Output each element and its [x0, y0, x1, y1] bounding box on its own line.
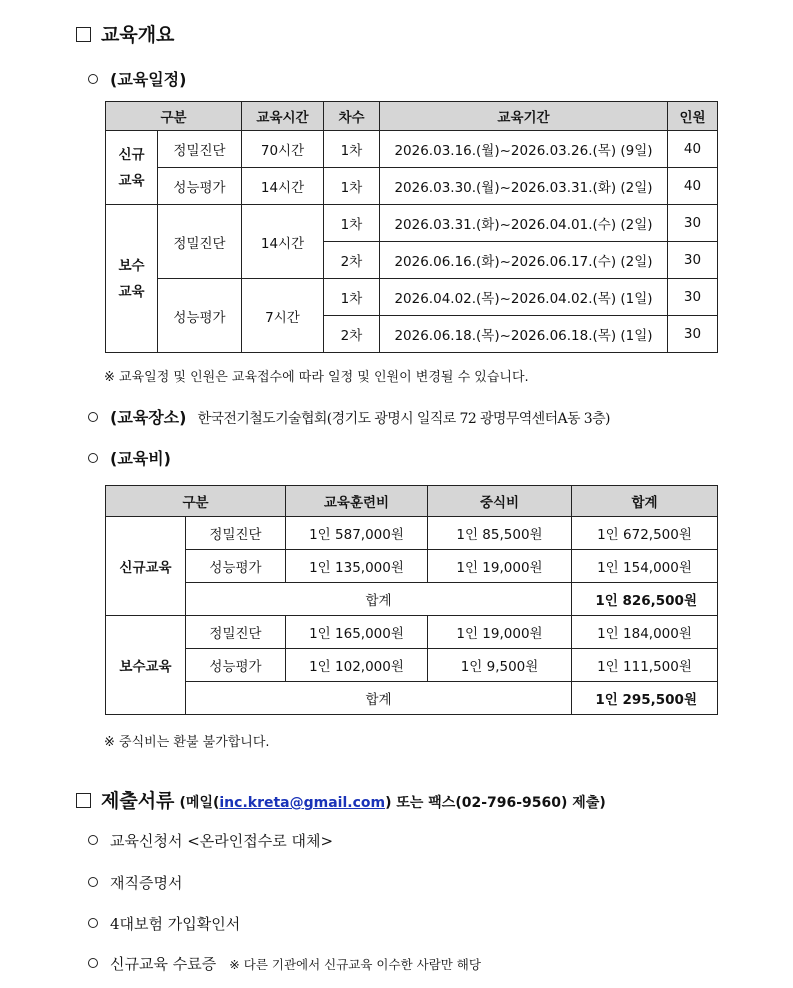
sum-label: 합계 — [186, 682, 572, 715]
training-cell: 1인 135,000원 — [286, 550, 428, 583]
checkbox-square-icon — [76, 793, 91, 808]
training-cell: 1인 587,000원 — [286, 517, 428, 550]
round-cell: 2차 — [324, 242, 380, 279]
checkbox-square-icon — [76, 27, 91, 42]
fee-table — [105, 485, 718, 715]
circle-bullet-icon — [88, 918, 98, 928]
header-training: 교육훈련비 — [286, 486, 428, 517]
fee-subtitle: (교육비) — [88, 446, 171, 469]
schedule-subtitle: (교육일정) — [88, 67, 186, 90]
table-row — [106, 550, 718, 583]
course-cell: 정밀진단 — [186, 517, 286, 550]
circle-bullet-icon — [88, 453, 98, 463]
venue-text: 한국전기철도기술협회(경기도 광명시 일직로 72 광명무역센터A동 3층) — [197, 411, 610, 427]
round-cell: 1차 — [324, 279, 380, 316]
circle-bullet-icon — [88, 74, 98, 84]
training-cell: 1인 165,000원 — [286, 616, 428, 649]
table-row — [106, 168, 718, 205]
section-documents-title: 제출서류 (메일(inc.kreta@gmail.com) 또는 팩스(02-796-9560) 제출) — [76, 786, 606, 813]
sum-value: 1인 826,500원 — [572, 583, 718, 616]
group-new: 신규교육 — [106, 517, 186, 616]
table-row — [106, 131, 718, 168]
header-total: 합계 — [572, 486, 718, 517]
table-row — [106, 279, 718, 316]
group-refresh: 보수교육 — [106, 616, 186, 715]
round-cell: 1차 — [324, 205, 380, 242]
table-row — [106, 649, 718, 682]
header-hours: 교육시간 — [242, 102, 324, 131]
period-cell: 2026.06.18.(목)~2026.06.18.(목) (1일) — [380, 316, 668, 353]
circle-bullet-icon — [88, 877, 98, 887]
course-cell: 성능평가 — [186, 550, 286, 583]
period-cell: 2026.06.16.(화)~2026.06.17.(수) (2일) — [380, 242, 668, 279]
hours-cell: 14시간 — [242, 168, 324, 205]
schedule-table — [105, 101, 718, 353]
fee-note: ※ 중식비는 환불 불가합니다. — [104, 735, 270, 750]
period-cell: 2026.03.16.(월)~2026.03.26.(목) (9일) — [380, 131, 668, 168]
total-cell: 1인 111,500원 — [572, 649, 718, 682]
header-lunch: 중식비 — [428, 486, 572, 517]
sum-label: 합계 — [186, 583, 572, 616]
section-overview-title: 교육개요 — [76, 20, 174, 47]
course-cell: 성능평가 — [186, 649, 286, 682]
hours-cell: 14시간 — [242, 205, 324, 279]
people-cell: 30 — [668, 316, 718, 353]
table-row — [106, 616, 718, 649]
total-cell: 1인 154,000원 — [572, 550, 718, 583]
period-cell: 2026.03.31.(화)~2026.04.01.(수) (2일) — [380, 205, 668, 242]
group-refresh: 보수 교육 — [106, 205, 158, 353]
round-cell: 1차 — [324, 168, 380, 205]
people-cell: 40 — [668, 131, 718, 168]
email-link[interactable]: inc.kreta@gmail.com — [219, 795, 386, 811]
header-period: 교육기간 — [380, 102, 668, 131]
total-cell: 1인 672,500원 — [572, 517, 718, 550]
list-item: 신규교육 수료증 ※ 다른 기관에서 신규교육 이수한 사람만 해당 — [88, 953, 481, 974]
last-item-note: ※ 다른 기관에서 신규교육 이수한 사람만 해당 — [229, 957, 481, 972]
circle-bullet-icon — [88, 835, 98, 845]
lunch-cell: 1인 85,500원 — [428, 517, 572, 550]
course-cell: 성능평가 — [158, 168, 242, 205]
list-item: 재직증명서 — [88, 872, 182, 893]
round-cell: 2차 — [324, 316, 380, 353]
lunch-cell: 1인 19,000원 — [428, 550, 572, 583]
venue-line — [88, 405, 610, 428]
schedule-note: ※ 교육일정 및 인원은 교육접수에 따라 일정 및 인원이 변경될 수 있습니다. — [104, 370, 529, 385]
round-cell: 1차 — [324, 131, 380, 168]
period-cell: 2026.03.30.(월)~2026.03.31.(화) (2일) — [380, 168, 668, 205]
total-cell: 1인 184,000원 — [572, 616, 718, 649]
list-item: 4대보험 가입확인서 — [88, 913, 240, 934]
circle-bullet-icon — [88, 412, 98, 422]
people-cell: 30 — [668, 205, 718, 242]
table-row — [106, 682, 718, 715]
header-people: 인원 — [668, 102, 718, 131]
course-cell: 정밀진단 — [186, 616, 286, 649]
people-cell: 40 — [668, 168, 718, 205]
lunch-cell: 1인 9,500원 — [428, 649, 572, 682]
training-cell: 1인 102,000원 — [286, 649, 428, 682]
period-cell: 2026.04.02.(목)~2026.04.02.(목) (1일) — [380, 279, 668, 316]
documents-subtitle: (메일(inc.kreta@gmail.com) 또는 팩스(02-796-9560) 제출) — [179, 795, 606, 811]
table-row — [106, 583, 718, 616]
table-row — [106, 517, 718, 550]
course-cell: 정밀진단 — [158, 205, 242, 279]
header-round: 차수 — [324, 102, 380, 131]
header-category: 구분 — [106, 102, 242, 131]
hours-cell: 7시간 — [242, 279, 324, 353]
table-row — [106, 205, 718, 242]
lunch-cell: 1인 19,000원 — [428, 616, 572, 649]
header-category: 구분 — [106, 486, 286, 517]
people-cell: 30 — [668, 279, 718, 316]
hours-cell: 70시간 — [242, 131, 324, 168]
course-cell: 정밀진단 — [158, 131, 242, 168]
people-cell: 30 — [668, 242, 718, 279]
venue-label: (교육장소) — [110, 408, 187, 427]
sum-value: 1인 295,500원 — [572, 682, 718, 715]
group-new: 신규 교육 — [106, 131, 158, 205]
list-item: 교육신청서 <온라인접수로 대체> — [88, 830, 333, 851]
circle-bullet-icon — [88, 958, 98, 968]
course-cell: 성능평가 — [158, 279, 242, 353]
